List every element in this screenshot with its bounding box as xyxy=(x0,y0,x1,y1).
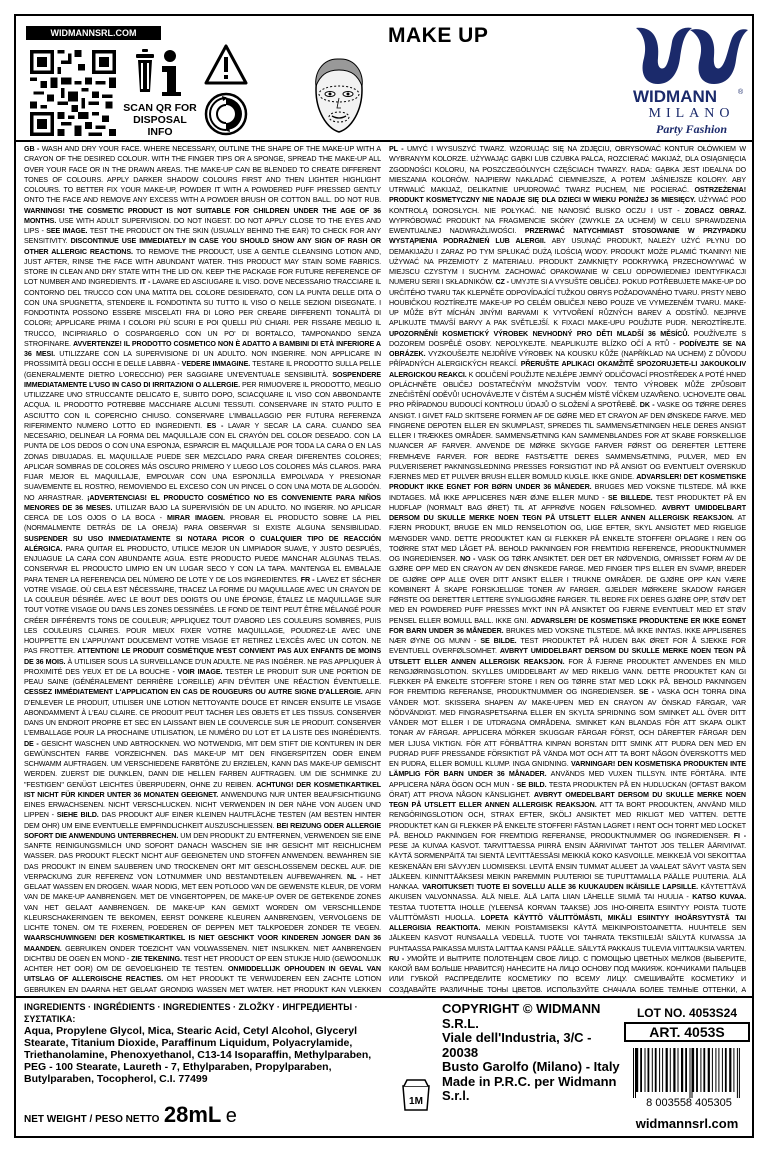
barcode-bar xyxy=(725,1048,727,1092)
info-bin-icon xyxy=(130,46,190,98)
barcode-bar xyxy=(696,1048,698,1092)
lang-text2: BRUKES MED VOKSNE TILSTEDE. MÅ IKKE INNTAS. IKKE APPLISERES NÆR ØYNE OG MUNN - xyxy=(389,626,746,645)
instructions-column-left xyxy=(24,144,381,996)
lang-see: SE BILDE. xyxy=(480,637,521,645)
address-line-2: Busto Garolfo (Milano) - Italy xyxy=(442,1059,620,1074)
net-weight-label: NET WEIGHT / PESO NETTO xyxy=(24,1114,160,1125)
lang-warning2: SUSPENDER SU USO INMEDIATAMENTE SI NOTARA PICOR O CUALQUIER TIPO DE REACCIÓN ALÉRGICA. xyxy=(24,534,381,553)
barcode-bar xyxy=(662,1048,663,1092)
instructions-text-right xyxy=(389,144,746,996)
brand-city: MILANO xyxy=(648,106,735,121)
estimate-mark: e xyxy=(225,1105,237,1127)
barcode-bar xyxy=(729,1048,731,1092)
lang-code: PL - xyxy=(389,145,408,153)
brand-name: WIDMANN xyxy=(633,87,718,106)
lang-text4: UM DEN PRODUKT ZU ENTFERNEN, VERWENDEN SIE EINE SANFTE REINIGUNGSMILCH UND SOFORT DANACH WASCHEN SIE IHR GESICHT MIT REICHLICHEM WASSER. DAS PRODUKT FLECKT NICHT AUF GEEIGNETEN UND STOFFEN ANWENDEN. BEWAHREN SIE DAS PRODUKT IN EINEM SAUBEREN UND TROCKENEN ORT MIT GESCHLOSSENEM DECKEL AUF. DIE VERPACKUNG ZUR REFERENZ VON LOTNUMMER UND BESTANDTEILEN AUFBEWAHREN. xyxy=(24,831,381,881)
lang-text4: K ODLIČENÍ POUŽIJTE NEJLÉPE JEMNÝ ODLIČOVACÍ PROSTŘEDEK A POTÉ HNED OPLÁCHNĚTE OBLIČEJ DOSTATEČNÝM MNOŽSTVÍM VODY. TENTO VÝROBEK MŮŽE ZPŮSOBIT ZNEČIŠTĚNÍ ODĚVŮ! UCHOVÁVEJTE V ČISTÉM A SUCHÉM MÍSTĚ VÍČKEM UZAVŘENO. UCHOVEJTE OBAL PRO PŘÍPADNOU BUDOUCÍ KONTROLU ÚDAJŮ O SLOŽENÍ A SPOTŘEBĚ. xyxy=(389,370,746,410)
barcode-digits: 8 003558 405305 xyxy=(646,1097,732,1108)
qr-code-icon[interactable] xyxy=(30,50,116,136)
lang-text3: VYZKOUŠEJTE NEJDŘÍVE VÝROBEK NA KOUSKU KŮŽE (NAPŘÍKLAD NA UCHEM) Z DŮVODU PŘÍPADNÝCH ALERGICKÝCH REAKCÍ. xyxy=(389,350,746,369)
scan-line-1: SCAN QR FOR xyxy=(123,102,197,114)
lang-text4: FOR Å FJERNE PRODUKTET ANVENDES EN MILD RENGJØRINGSLOTION. SKYLLES UMIDDELBART AV MED RIKELIG VANN. DETTE PRODUKTET KAN GI FLEKKER PÅ ENKELTE STOFFER! STORE I REN OG TØRRE STAT MED LOKK PÅ. BEHOLD PAKNINGEN FOR FREMTIDIG REFERANSE, PRODUKTNUMMER OG INGREDIENSER. xyxy=(389,657,746,697)
lang-warning: AVVERTENZE! IL PRODOTTO COSMETICO NON È ADATTO A BAMBINI DI ETÀ INFERIORE A 36 MESI. xyxy=(24,339,381,358)
lang-text: LAVEZ ET SÉCHER VOTRE VISAGE. OÙ CELA EST NÉCESSAIRE, TRACEZ LA FORME DU MAQUILLAGE AVEC UN CRAYON DE LA COULEUR DÉSIRÉE. AVEC LE BOUT DES DOIGTS OU UNE ÉPONGE, ÉTALEZ LE MAQUILLAGE SUR TOUT VOTRE VISAGE OU DANS LES ZONES DESSINÉES. LE FOND DE TEINT PEUT ÊTRE MÉLANGÉ POUR CRÉER DIFFÉRENTS TONS DE COULEUR; APPLIQUEZ TOUT D'ABORD LES COULEURS SOMBRES, PUIS LES COULEURS CLAIRES. POUR MIEUX FIXER VOTRE MAQUILLAGE, POUDREZ-LE AVEC UNE HOUPPETTE EN L'APPUYANT DOUCEMENT VOTRE VISAGE ET RETIREZ L'EXCÈS AVEC UN COTON. NE PAS FROTTER. xyxy=(24,575,381,656)
lang-code: DK - xyxy=(639,401,657,410)
lang-see: PODÍVEJTE SE NA OBRÁZEK. xyxy=(389,339,746,358)
disposal-info xyxy=(122,46,198,138)
lang-text4: AT FJERN PRODUKT, BRUGE EN MILD RENSELOTION OG, LIGE EFTER, SKYL ANSIGTET MED RIGELIGE MÆNGDER VAND. DETTE PRODUKTET KAN GI FLEKKER PÅ ENKELTE STOFFER! OPLAGRE I REN OG TOØRRE STAT MED LÅGET PÅ. BEHOLD PAKNINGEN FOR FREMTIDIG REFERENCE, PRODUKTNUMMER OG INGREDIENSER. xyxy=(389,514,746,563)
divider-bottom xyxy=(16,996,752,998)
lot-number: LOT NO. 4053S24 xyxy=(636,1006,738,1020)
lang-see: SE BILLEDE. xyxy=(608,493,656,502)
lang-text2: GEBRUIKEN ONDER TOEZICHT VAN VOLWASSENEN. NIET INSLIKKEN. NIET AANBRENGEN DICHTBIJ DE OGEN EN MOND - xyxy=(24,944,381,963)
lang-text2: ANWENDUNG NUR UNTER BEAUFSICHTIGUNG EINES ERWACHSENEN. NICHT VERSCHLUCKEN. NICHT VERWENDEN IN DER NÄHE VON AUGEN UND LIPPEN - xyxy=(24,790,381,820)
divider-top xyxy=(16,140,752,142)
barcode-bar xyxy=(640,1048,642,1092)
lang-warning: ATTENTION! LE PRODUIT COSMÉTIQUE N'EST CONVIENT PAS AUX ENFANTS DE MOINS DE 36 MOIS. xyxy=(24,647,381,666)
lang-see: ZOBACZ OBRAZ. xyxy=(684,206,746,215)
lang-text3: TESTER LE PRODUIT SUR UNE PORTION DE PEAU SAINE (GÉNÉRALEMENT DERRIÈRE L'OREILLE) AFIN D'ÉVITER UNE RÉACTION ÉVENTUELLE. xyxy=(24,667,381,686)
barcode-bar xyxy=(655,1048,657,1092)
lang-code: CZ - xyxy=(495,278,511,287)
registered-mark: ® xyxy=(738,89,744,96)
pao-label: 1M xyxy=(409,1096,423,1107)
label-header xyxy=(16,16,752,140)
lang-warning: WAARSCHUWINGEN! DER KOSMETIKARTIKEL IS NIET GESCHIKT VOOR KINDEREN JONGER DAN 36 MAANDEN. xyxy=(24,934,381,953)
lang-warning2: ONMIDDELLIJK OPHOUDEN IN GEVAL VAN UITSLAG OF ALLERGISCHE REACTIES. xyxy=(24,965,381,984)
barcode-bar xyxy=(685,1048,687,1092)
barcode-bar xyxy=(733,1048,734,1092)
barcode-bar xyxy=(712,1048,713,1092)
lang-text4: PER RIMUOVERE IL PRODOTTO, MEGLIO UTILIZZARE UNO STRUCCANTE DELICATO E, SUBITO DOPO, SCIACQUARE IL VISO CON ABBONDANTE ACQUA. IL PRODOTTO POTREBBE MACCHIARE ALCUNI TESSUTI. CONSERVARE IN STATO PULITO E ASCIUTTO CON IL COPERCHIO CHIUSO. CONSERVARE L'IMBALLAGGIO PER FUTURA REFERENZA RIFERIMENTO NUMERO LOTTO ED INGREDIENTI. xyxy=(24,380,381,430)
lang-text3: TESTAA TUOTETTA IHOLLE (YLEENSÄ KORVAN TAAKSE) JOS IHO-OIREITA ESIINTYY POISTA TUOTE VÄLITTÖMÄSTI HUOLLA. xyxy=(389,903,746,922)
lang-warning2: CESSEZ IMMÉDIATEMENT L'APPLICATION EN CAS DE ROUGEURS OU AUTRE SIGNE D'ALLERGIE. xyxy=(24,688,366,697)
net-weight xyxy=(24,1102,237,1128)
barcode-bar xyxy=(722,1048,723,1092)
lang-text: VASKA OCH TORRA DINA VÄNDER MOT. SKISSERA SHAPEN AV MAKE-UPEN MED EN CRAYON AV ÖNSKAD FÄRGAR, VAR NÖDVÄNDIGT. MED FINGRASPETSARNA ELLER EN SKYLTA SPRIDNING SOM SMINKET ALL ÖVER DITT VÄNDER MOT ELLER I DE UTDRAGNA OMRÅDENA. SMINKET KAN BLANDAS FÖR ATT SKAPA OLIKT TONAR AV FÄRGAR. APPLICERA MÖRKER SKUGGAR FÄRGAR FÖRST, OCH DÄREFTER FÄRGAR DEN MER LJUSA VIKTIGN. FÖR ATT FÖRBÄTTRA KINPAN BORSTAN DITT SMINK ATT PUDRA DEN MED EN PUDRAD PUFF PRESSANDE FÖRSIKTIGT PÅ VÄNDA MOT OCH ATT TA BORT NÅGON ÖVERSKOTTS MED EN PUDRA, ELLER BOMULL KLUMP. INGA GNIDNING. xyxy=(389,688,746,768)
lang-code: NO - xyxy=(459,555,478,563)
product-label xyxy=(14,14,754,1138)
lang-warning: VAROITUKSET! TUOTE EI SOVELLU ALLE 36 KUUKAUDEN IKÄISILLE LAPSILLE. xyxy=(422,883,701,891)
barcode-bar xyxy=(659,1048,660,1092)
lang-text: VASK OG TØRK ANSIKTET. DER DET ER NØDVENDIG, OMRISSET FORM AV DE GJØRE OPP MED EN CRAYON AV DEN ØNSKEDE FARGE. MED FINGER TIPS ELLER EN SVAMP, BREDER DE GJØRE OPP ALLE OVER DITT ANSIKT ELLER I TRUKNE OMRÅDER. DE GJØRE OPP KAN VÆRE KOMBINERT Å SKAPE FORSKJELLIGE TONER AV FARGER. GJELDER MØRKERE SKADOW FARGER FØRSTE OG DERETTER LETTERE SYNLIGGJØRE FARGER. TIL BEDRE FIX DERES GJØRE OPP, STØV DET MED EN POWDERED PUFF PRESSES MYKT INN PÅ ANSIKTET OG FJERNE EVENTUELT MED ET STØV PENSEL ELLER BOMULL BALL. IKKE GNI. xyxy=(389,555,746,625)
lang-warning2: SOSPENDERE IMMEDIATAMENTE L'USO IN CASO DI IRRITAZIONI O ALLERGIE. xyxy=(24,370,381,389)
lang-code: RU - xyxy=(389,954,407,963)
barcode-bar xyxy=(703,1048,705,1092)
pao-jar-icon xyxy=(399,1076,433,1112)
lang-text4: PARA QUITAR EL PRODUCTO, UTILICE MEJOR UN LIMPIADOR SUAVE, Y JUSTO DESPUÉS, ENJUAGUE LA CARA CON ABUNDANTE AGUA. ESTE PRODUCTO PUEDE MANCHAR ALGUNAS TELAS. CONSERVAR EL PRODUCTO LIMPIO EN UN LUGAR SECO Y CON LA TAPA. MANTENGA EL EMBALAJE PARA TENER LA REFERENCIA DEL NÚMERO DE LOTE Y DE LOS INGREDIENTES. xyxy=(24,544,381,584)
lang-warning2: DISCONTINUE USE IMMEDIATELY IN CASE YOU SHOULD SHOW ANY SIGN OF RASH OR OTHER ALLERGIC REACTIONS. xyxy=(24,237,381,256)
lang-text2: POUŽÍVEJTE S DOZOREM DOSPĚLÉ OSOBY. NEPOLYKEJTE. NEAPLIKUJTE BLÍZKO OČÍ A RTŮ - xyxy=(389,329,746,348)
lang-text: GESICHT WASCHEN UND ABTROCKNEN. WO NOTWENDIG, MIT DEM STIFT DIE KONTUREN IN DER GEWÜNSCHTEN FARBE VORZEICHNEN. DAS MAKE-UP MIT DEN FINGERSPITZEN ODER EINEM SCHWAMM AUFTRAGEN. UM VERSCHIEDENE FARBTÖNE ZU ERZIELEN, KANN DAS MAKE-UP GEMISCHT WERDEN. ZUERST DIE DUNKLEN, DANN DIE HELLEN FARBEN AUFTRAGEN. UM DIE SCHMINKE ZU "FESTIGEN" GENÜGT LEICHTES ÜBERPUDERN, OHNE ZU REIBEN. xyxy=(24,739,381,789)
barcode-bar xyxy=(700,1048,701,1092)
lang-text4: MEIKIN POISTAMISEKSI KÄYTÄ MEIKINPOISTOAINETTA. HUUHTELE SEN JÄLKEEN KASVOT RUNSAALLA VEDELLÄ. TUOTE VOI TAHRATA TEKSTIILEJÄ! SÄILYTÄ KUIVASSA JA PUHTAASSA PAIKASSA MUISTA LAITTAA KANSI PÄÄLLE. SÄILYTÄ PAKKAUS TULEVIA VIITTAUKSIA VARTEN. xyxy=(389,924,746,953)
lang-text: УМОЙТЕ И ВЫТРИТЕ ПОЛОТЕНЦЕМ СВОЕ ЛИЦО. С ПОМОЩЬЮ ЦВЕТНЫХ МЕЛКОВ (ВЫБЕРИТЕ, КАКОЙ ВАМ БОЛЬШЕ НРАВИТСЯ) НАНЕСИТЕ НА ЛИЦО ОСНОВУ ПОД МАКИЯЖ. КОНЧИКАМИ ПАЛЬЦЕВ ИЛИ ГУБКОЙ РАСПРЕДЕЛИТЕ КОСМЕТИКУ ПО ВСЕМУ ЛИЦУ. СМЕШИВАЙТЕ КОСМЕТИКУ И СОЗДАВАЙТЕ РАЗЛИЧНЫЕ ТОНЫ ЦВЕТОВ. ИСПОЛЬЗУЙТЕ СНАЧАЛА БОЛЕЕ ТЕМНЫЕ ОТТЕНКИ, А xyxy=(389,954,746,994)
ingredients-heading: INGREDIENTS · INGRÉDIENTS · INGREDIENTES · ZLOŽKY · ИНГРЕДИЕНТЫ · ΣΥΣΤΑΤΙΚΑ: xyxy=(24,1002,358,1024)
barcode-bar xyxy=(636,1048,638,1092)
lang-warning: VARNINGAR! DEN KOSMETISKA PRODUKTEN INTE LÄMPLIG FÖR BARN UNDER 36 MÅNADER. xyxy=(389,760,746,779)
page-title: MAKE UP xyxy=(388,24,489,47)
site-badge[interactable]: WIDMANNSRL.COM xyxy=(26,26,161,40)
barcode-bar xyxy=(666,1048,668,1092)
lang-text3: TESTARE IL PRODOTTO SULLA PELLE (GENERALMENTE DIETRO L'ORECCHIO) PER SAGGIARE UN'EVENTUALE SENSIBILITÀ. xyxy=(24,360,381,379)
lang-warning2: AVBRYT UMIDDELBART DERSOM DU SKULLE MERKE NOEN TEGN PÅ UTSLETT ELLER ANNEN ALLERGISK REAKSJON. xyxy=(389,647,746,666)
copyright-block xyxy=(442,1002,622,1104)
lang-text2: USE WITH ADULT SUPERVISION. DO NOT INGEST. DO NOT APPLY CLOSE TO THE EYES AND LIPS - xyxy=(24,216,381,235)
lang-text: PESE JA KUIVAA KASVOT. TARVITTAESSA PIIRRÄ ENSIN ÄÄRIVIIVAT TAHTOT JOS TELLER ÄÄRIVIIVAT. KÄYTÄ SORMENPÄITÄ TAI SIENTÄ LEVITTÄESSÄSI MEIKKIÄ KOKO KASVOILLE. MEIKKEJÄ VOI SEKOITTAA KESKENÄÄN ERI SÄVYJEN LUOMISEKSI. LEVITÄ ENSIN TUMMAT ALUEET JA VAALEAT SÄVYT VASTA SEN JÄLKEEN. KIINNITTÄÄKSESI MEIKIN PAREMMIN PUUTERIOI SE TUPUTTAMALLA PÄÄLLE PUUTERIA. ÄLÄ HANKAA. xyxy=(389,842,746,891)
lang-text2: UŻYWAĆ POD KONTROLĄ DOROSŁYCH. NIE POŁYKAĆ. NIE NANOSIĆ BLISKO OCZU I UST - xyxy=(389,196,746,215)
article-number: ART. 4053S xyxy=(624,1022,750,1042)
ingredients-block xyxy=(24,1002,379,1085)
lang-warning2: PŘERUŠTE APLIKACI OKAMŽITĚ SPOZORUJETE-LI JAKOUKOLIV ALERGICKOU REAKCI. xyxy=(389,360,746,379)
made-in-line: Made in P.R.C. per Widmann S.r.l. xyxy=(442,1073,617,1103)
copyright-line: COPYRIGHT © WIDMANN S.R.L. xyxy=(442,1001,601,1031)
green-dot-recycle-icon xyxy=(204,92,248,136)
brand-tagline: Party Fashion xyxy=(655,122,727,136)
website-link[interactable]: widmannsrl.com xyxy=(635,1116,739,1131)
lang-text3: DAS PRODUKT AUF EINER KLEINEN HAUTFLÄCHE TESTEN (AM BESTEN HINTER DEM OHR) UM EINE EVENTUELLE EMPFINDLICHKEIT AUSZUSCHLIESSEN. xyxy=(24,811,381,830)
lang-code: NL - xyxy=(346,872,368,881)
barcode-bar xyxy=(693,1048,695,1092)
lang-code: GB - xyxy=(24,145,42,153)
lang-text: LAVAR Y SECAR LA CARA. CUANDO SEA NECESARIO, DELINEAR LA FORMA DEL MAQUILLAJE CON EL CRAYÓN DEL COLOR DESEADO. CON LA PUNTA DE LOS DEDOS O CON UNA ESPONJA, ESPARCIR EL MAQUILLAJE POR TODA LA CARA O EN LAS ZONAS DIBUJADAS. EL MAQUILLAJE PUEDE SER MEZCLADO PARA CREAR DIFERENTES COLORES; APLICAR SOMBRAS DE COLORES MÁS OSCURO PRIMERO Y LUEGO LOS COLORES MÁS CLAROS. PARA FIJAR MEJOR EL MAQUILLAJE, EMPOLVAR CON UNA ESPONJILLA EMPOLVADA Y PRESIONAR SUAVEMENTE EL ROSTRO, REMOVIENDO EL EXCESO CON UN PINCEL O CON UNA MOTA DE ALGODÓN. NO ARRASTRAR. xyxy=(24,421,381,502)
net-weight-value: 28mL xyxy=(163,1102,222,1127)
lang-text4: AFIN D'ENLEVER LE PRODUIT, UTILISER UNE LOTION NETTOYANTE DOUCE ET RINCER ENSUITE LE VISAGE ABONDAMMENT À L'EAU CLAIRE. CE PRODUIT PEUT TACHER LES OBJETS ET LES TISSUS. CONSERVER DANS UN ENDROIT PROPRE ET SEC EN LAISSANT BIEN LE COUVERCLE SUR LE PRODUIT. CONSERVER L'EMBALLAGE POUR LA PROCHAINE UTILISATION, LE NUMÉRO DU LOT ET LA LISTE DES INGRÉDIENTS. xyxy=(24,688,381,738)
lang-text: VASKE OG TØRRE DERES ANSIGT. I GIVET FALD SKITSERE FORMEN AF DE GØRE MED ET CRAYON AF DEN ØNSKEDE FARVE. MED FINGRENE DEPOTEN ELLER EN SKUMPLAST, SPREDES TIL SAMMENSÆTNINGEN HELE DERES ANSIGT ELLER I TRÆKKES OMRÅDER. SAMMENSÆTNING KAN SAMMENBLANDES FOR AT SKABE FORSKELLIGE NUANCER AF FARVER. ANVENDE DE MØRKE SKYGGE FARVER FØRST OG DEREFTER LETTERE FREMHÆVE FARVER. FOR BEDRE FASTSÆTTE DERES SAMMENSÆTNING, PULVER, MED EN PULVERISERET PAKNINGSLEDNING PRESSES FORSIGTIGT IND PÅ ANSIGT OG EVENTUELT OVERSKUD FJERNES MED ET PULVER BRUSH ELLER BOMULD KUGLE. IKKE GNIDE. xyxy=(389,401,746,481)
lang-text4: OM HET PRODUKT TE VERWIJDEREN EEN ZACHTE LOTION GEBRUIKEN EN DAARNA HET GELAAT GRONDIG WASSEN MET WATER. HET PRODUKT KAN VLEKKEN xyxy=(24,975,381,994)
warning-triangle-icon xyxy=(204,44,248,86)
lang-see: VEDERE IMMAGINE. xyxy=(181,360,253,369)
lang-text: WASH AND DRY YOUR FACE. WHERE NECESSARY, OUTLINE THE SHAPE OF THE MAKE-UP WITH A CRAYON OF THE DESIRED COLOUR. WITH THE FINGER TIPS OR A SPONGE, SPREAD THE MAKE-UP ALL OVER YOUR FACE OR IN THE DRAWN AREAS. THE MAKE-UP CAN BE BLENDED TO CREATE DIFFERENT TONES OF COLOURS. APPLY DARKER SHADOW COLOURS FIRST AND THEN LIGHTER HIGHLIGHT COLOURS. TO BETTER FIX YOUR MAKE-UP, POWDER IT WITH A POWDERED PUFF PRESSED GENTLY ONTO THE FACE AND REMOVE ANY EXCESS WITH A POWDER BRUSH OR COTTON BALL. DO NOT RUB. xyxy=(24,145,381,205)
lang-text3: TEST HET PRODUCT OP EEN STUKJE HUID (GEWOONLIJK ACHTER HET OOR) OM DE GEVOELIGHEID TE TESTEN. xyxy=(24,954,381,973)
lang-text3: PROBAR EL PRODUCTO SOBRE LA PIEL (NORMALMENTE DETRÁS DE LA OREJA) PARA OBSERVAR SI EXISTE ALGUNA SENSIBILIDAD. xyxy=(24,514,381,533)
lang-warning2: PRZERWAĆ NATYCHMIAST STOSOWANIE W PRZYPADKU WYSTĄPIENIA PODRAŻNIEŃ LUB ALERGII. xyxy=(389,227,746,246)
lang-warning: ¡ADVERTENCIAS! EL PRODUCTO COSMÉTICO NO ES CONVENIENTE PARA NIÑOS MENORES DE 36 MESES. xyxy=(24,493,381,512)
address-line-1: Viale dell'Industria, 3/C - 20038 xyxy=(442,1030,592,1060)
barcode-bar xyxy=(673,1048,675,1092)
lang-warning: ACHTUNG! DER KOSMETIKARTIKEL IST NICHT FÜR KINDER UNTER 36 MONATEN GEEIGNET. xyxy=(24,780,381,799)
instructions-column-right xyxy=(389,144,746,996)
lang-text3: TEST PRODUKTET PÅ EN HUDFLAP (NORMALT BAG ØRET) TIL AT AFPRØVE NOGEN FØLSOMHED. xyxy=(389,493,746,512)
lang-text2: UTILIZAR BAJO LA SUPERVISIÓN DE UN ADULTO. NO INGERIR. NO APLICAR CERCA DE LOS OJOS O LA BOCA - xyxy=(24,503,381,522)
lang-text4: ABY USUNĄĆ PRODUKT, NALEŻY UŻYĆ PŁYNU DO DEMAKIJAŻU I ZARAZ PO TYM SPŁUKAĆ DUŻĄ ILOŚCIĄ WODY. PRODUKT MOŻE PLAMIĆ TKANINY! NIE UŻYWAĆ NA PRZEMIOTY Z MATERIAŁU. PRODUKT ZAMKNIĘTY PODKRYWKĄ PRZECHOWYWAĆ W MIEJSCU CZYSTYM I SUCHYM. ZACHOWAĆ OPAKOWANIE W CELU ODPOWIEDNIEJ IDENTYFIKACJI NUMERU SERII I SKŁADNIKÓW. xyxy=(389,237,746,287)
lang-warning: ADVARSLER! DE KOSMETISKE PRODUKTENE ER IKKE EGNET FOR BARN UNDER 36 MÅNEDER. xyxy=(389,616,746,635)
lang-code: IT - xyxy=(139,278,153,287)
lang-warning: UPOZORNĚNÍ! KOSMETICKÝ VÝROBEK NEVHODNÝ PRO DĚTI MLADŠÍ 36 MĚSÍCŮ. xyxy=(389,329,694,338)
lang-text3: TEST THE PRODUCT ON THE SKIN (USUALLY BEHIND THE EAR) TO CHECK FOR ANY SENSITIVITY. xyxy=(24,227,381,246)
barcode-bar xyxy=(718,1048,719,1092)
lang-warning2: AVBRYT UMIDDELBART DERSOM DU SKULLE MERKE NOEN TEGN PÅ UTSLETT ELLER ANNEN ALLERGISK REAKSJON. xyxy=(389,503,746,522)
barcode-bar xyxy=(670,1048,671,1092)
lang-code: FI - xyxy=(733,831,746,840)
lang-text: UMYJTE SI A VYSUŠTE OBLIČEJ. POKUD POTŘEBUJETE MAKE-UP DO URČITÉHO TVARU TAK KLEPNĚTE ODPOVÍDAJÍCÍ TUŽKOU OBRYS POŽADOVANÉHO TVARU. PRSTY NEBO HOUBIČKOU ROZTÍREJTE MAKE-UP PO CELÉM OBLIČEJI NEBO POUZE VE VYMEZENÉM TVARU. MAKE-UP MŮŽE BÝT MÍCHÁN JINÝMI BARVAMI K VYTVOŘENÍ RŮZNÝCH BAREV A ODSTÍNŮ. NEJPRVE APLIKUJTE TMAVŠÍ BARVY A PAK SVĚTLEJŠÍ. K FIXACI MAKE-UPU POUŽIJTE PUDR. NEROZTÍREJTE. xyxy=(389,278,746,328)
lang-text2: À UTILISER SOUS LA SURVEILLANCE D'UN ADULTE. NE PAS INGÉRER. NE PAS APPLIQUER À PROXIMITÉ DES YEUX ET DE LA BOUCHE - xyxy=(24,657,381,676)
lang-text4: TO REMOVE THE PRODUCT, USE A GENTLE CLEANSING LOTION AND, JUST AFTER, RINSE THE FACE WITH ABUNDANT WATER. THIS PRODUCT MAY STAIN SOME FABRICS. STORE IN CLEAN AND DRY STATE WITH THE LID ON. KEEP THE PACKAGE FOR FUTURE REFERENCE OF LOT NUMBER AND INGREDIENTS. xyxy=(24,247,381,287)
barcode-bar xyxy=(708,1048,710,1092)
barcode-bar xyxy=(715,1048,716,1092)
ingredients-list: Aqua, Propylene Glycol, Mica, Stearic Acid, Cetyl Alcohol, Glyceryl Stearate, Titanium Dioxide, Paraffinum Liquidum, Polyacrylamide, Triethanolamine, Phenoxyethanol, C13-14 Isoparaffin, Methylparaben, PEG - 100 Stearate, Laureth - 7, Ethylparaben, Propylparaben, Butylparaben, Tocopherol, C.I. 77499 xyxy=(24,1025,372,1085)
lang-warning: ADVARSLER! DET KOSMETISKE PRODUKT IKKE EGNET FOR BØRN UNDER 36 MÅNEDER. xyxy=(389,473,746,492)
lang-code: ES - xyxy=(206,421,229,430)
lang-text2: UTILIZZARE CON LA SUPERVISIONE DI UN ADULTO. NON INGERIRE. NON APPLICARE IN PROSSIMITÀ DEGLI OCCHI E DELLE LABBRA - xyxy=(24,350,381,369)
barcode-bar xyxy=(645,1048,646,1092)
lang-text: HET GELAAT WASSEN EN DROGEN. WAAR NODIG, MET EEN POTLOOD VAN DE GEWENSTE KLEUR, DE VORM VAN DE MAKE-UP AANBRENGEN. MET DE VINGERTOPPEN, DE MAKE-UP OVER DE GETEKENDE ZONES VAN HET GELAAT AANBRENGEN. DE MAKE-UP KAN GEMIXT WORDEN OM VERSCHILLENDE KLEURSCHAKERINGEN TE BEKOMEN, EERST DONKERE KLEUREN AANBRENGEN, VERVOLGENS DE LICHTE TONEN. OM TE FIXEREN, POEDEREN OF DEPPEN MET TALKPOEDER ZONDER TE VEGEN. xyxy=(24,872,381,932)
lang-text3: TEST PRODUKTET PÅ HUDEN BAK ØRET FOR Å SJEKKE FOR EVENTUELL OVERFØLSOMHET. xyxy=(389,637,746,656)
lang-text: LAVARE ED ASCIUGARE IL VISO. DOVE NECESSARIO TRACCIARE IL CONTORNO DEL TRUCCO CON UNA MATITA DEL COLORE DESIDERATO, CON LA PUNTA DELLE DITA O CON UNA SPUGNETTA, STENDERE IL FONDOTINTA SU TUTTO IL VISO O NELLE SEZIONI DISEGNATE. I FONDOTINTA POSSONO ESSERE MISCELATI FRA DI LORO PER CREARE DIFFERENTI TONALITÀ DI COLORI; APPLICARE PRIMA I COLORI PIÙ SCURI E POI QUELLI PIÙ CHIARI. PER FISSARE MEGLIO IL TRUCCO, INCIPRIARLO O COSPARGERLO CON UN PO' DI BORTALCO, TAMPONANDO SENZA STROFINARE. xyxy=(24,278,381,348)
lang-warning2: AVBRYT OMEDELBART DERSOM DU SKULLE MERKE NOEN TEGN PÅ UTSLETT ELLER ANNEN ALLERGISK REAKSJON. xyxy=(389,790,746,809)
lang-warning: WARNINGS! THE COSMETIC PRODUCT IS NOT SUITABLE FOR CHILDREN UNDER THE AGE OF 36 MONTHS. xyxy=(24,206,381,225)
barcode-bar xyxy=(652,1048,653,1092)
barcode-bar xyxy=(678,1048,679,1092)
lang-code: FR - xyxy=(300,575,317,584)
lang-see: SE BILD. xyxy=(516,780,549,789)
lang-code: SE - xyxy=(638,688,658,697)
lang-see: SIEHE BILD. xyxy=(56,811,102,820)
lang-text2: ANVÄNDS MED VUXEN TILLSYN. INTE FÖRTÄRA. INTE APPLICERA NÄRA ÖGON OCH MUN - xyxy=(389,770,746,789)
face-avoid-eyes-icon xyxy=(308,56,370,136)
lang-text4: ATT TA BORT PRODUKTEN, ANVÄND MILD RENGÖRINGSLOTION OCH, STRAX EFTER, SKÖLJ ANSIKTET MED RIKLIGT MED VATTEN. DETTE PRODUKTET KAN GI FLEKKER PÅ ENKELTE STOFFER! FÄSTAN LAGRET I RENT OCH TORRT MED LOCKET PÅ. BEHOLD PAKNINGEN FOR FREMTIDIG REFERANSE, PRODUKTNUMMER OG INGREDIENSER. xyxy=(389,801,746,840)
lang-text: UMYĆ I WYSUSZYĆ TWARZ. WZORUJĄC SIĘ NA ZDJĘCIU, OBRYSOWAĆ KONTUR OŁÓWKIEM W WYBRANYM KOLORZE. UŻYWAJĄC GĄBKI LUB CZUBKA PALCA, ROZCIERAĆ MAKIJAŻ, DLA OSIĄGNIĘCIA ZGODNOŚCI KOLORU, NA POSZCZEGÓLNYCH CZĘŚCIACH TWARZY. RADA: GĄBKA JEST IDEALNA DO MIESZANIA KOLORÓW. NAJPIERW NAKŁADAĆ CIEMNIEJSZE, A POTEM JAŚNIEJSZE KOLORY. ABY UTRWALIĆ MAKIJAŻ, DELIKATNIE UPUDROWAĆ TWARZ PUCHEM, NIE POCIERAĆ. xyxy=(389,145,746,194)
lang-text2: KÄYTETTÄVÄ AIKUISEN VALVONNASSA. ÄLÄ NIELE. ÄLÄ LAITA LIIAN LÄHELLE SILMIÄ TAI HUULIA - xyxy=(389,883,746,902)
widmann-logo[interactable] xyxy=(630,24,750,106)
lang-see: SEE IMAGE. xyxy=(46,227,90,235)
lang-see: MIRAR IMAGEN. xyxy=(167,514,230,522)
lang-warning2: BEI REIZUNG ODER ALLERGIE SOFORT DIE ANWENDUNG UNTERBRECHEN. xyxy=(24,821,381,840)
instructions-text-left xyxy=(24,144,381,996)
lang-code: DE - xyxy=(24,739,42,748)
lang-warning: OSTRZEŻENIA! PRODUKT KOSMETYCZNY NIE NADAJE SIĘ DLA DZIECI W WIEKU PONIŻEJ 36 MIESIĘCY. xyxy=(389,186,746,205)
lang-text3: TESTA PRODUKTEN PÅ EN HUDLUCKAN (OFTAST BAKOM ÖRAT) ATT PROVA NÅGON KÄNSLIGHET. xyxy=(389,780,746,799)
lang-warning2: LOPETA KÄYTTÖ VÄLITTÖMÄSTI, MIKÄLI ESIINTYY IHOÄRSYTYSTÄ TAI ALLERGISIA REAKTIOITA. xyxy=(389,913,746,932)
barcode-bar xyxy=(648,1048,650,1092)
barcode-bar xyxy=(681,1048,683,1092)
lang-see: VOIR IMAGE. xyxy=(177,667,226,676)
lang-see: ZIE TEKENING. xyxy=(131,954,184,963)
lang-see: KATSO KUVAA. xyxy=(692,893,746,902)
barcode-icon[interactable] xyxy=(629,1046,749,1108)
scan-line-2: DISPOSAL INFO xyxy=(133,114,187,138)
lang-text2: BRUGES MED VOKSNE TILSTEDE. MÅ IKKE INDTAGES. MÅ IKKE APPLICERES NÆR ØJNE ELLER MUND - xyxy=(389,483,746,502)
lang-text3: WYPRÓBOWAĆ PRODUKT NA FRAGMENCIE SKÓRY (ZWYKLE ZA UCHEM) W CELU SPRAWDZENIA EWENTUALNEJ NADWRAŻLIWOŚCI. xyxy=(389,216,746,235)
